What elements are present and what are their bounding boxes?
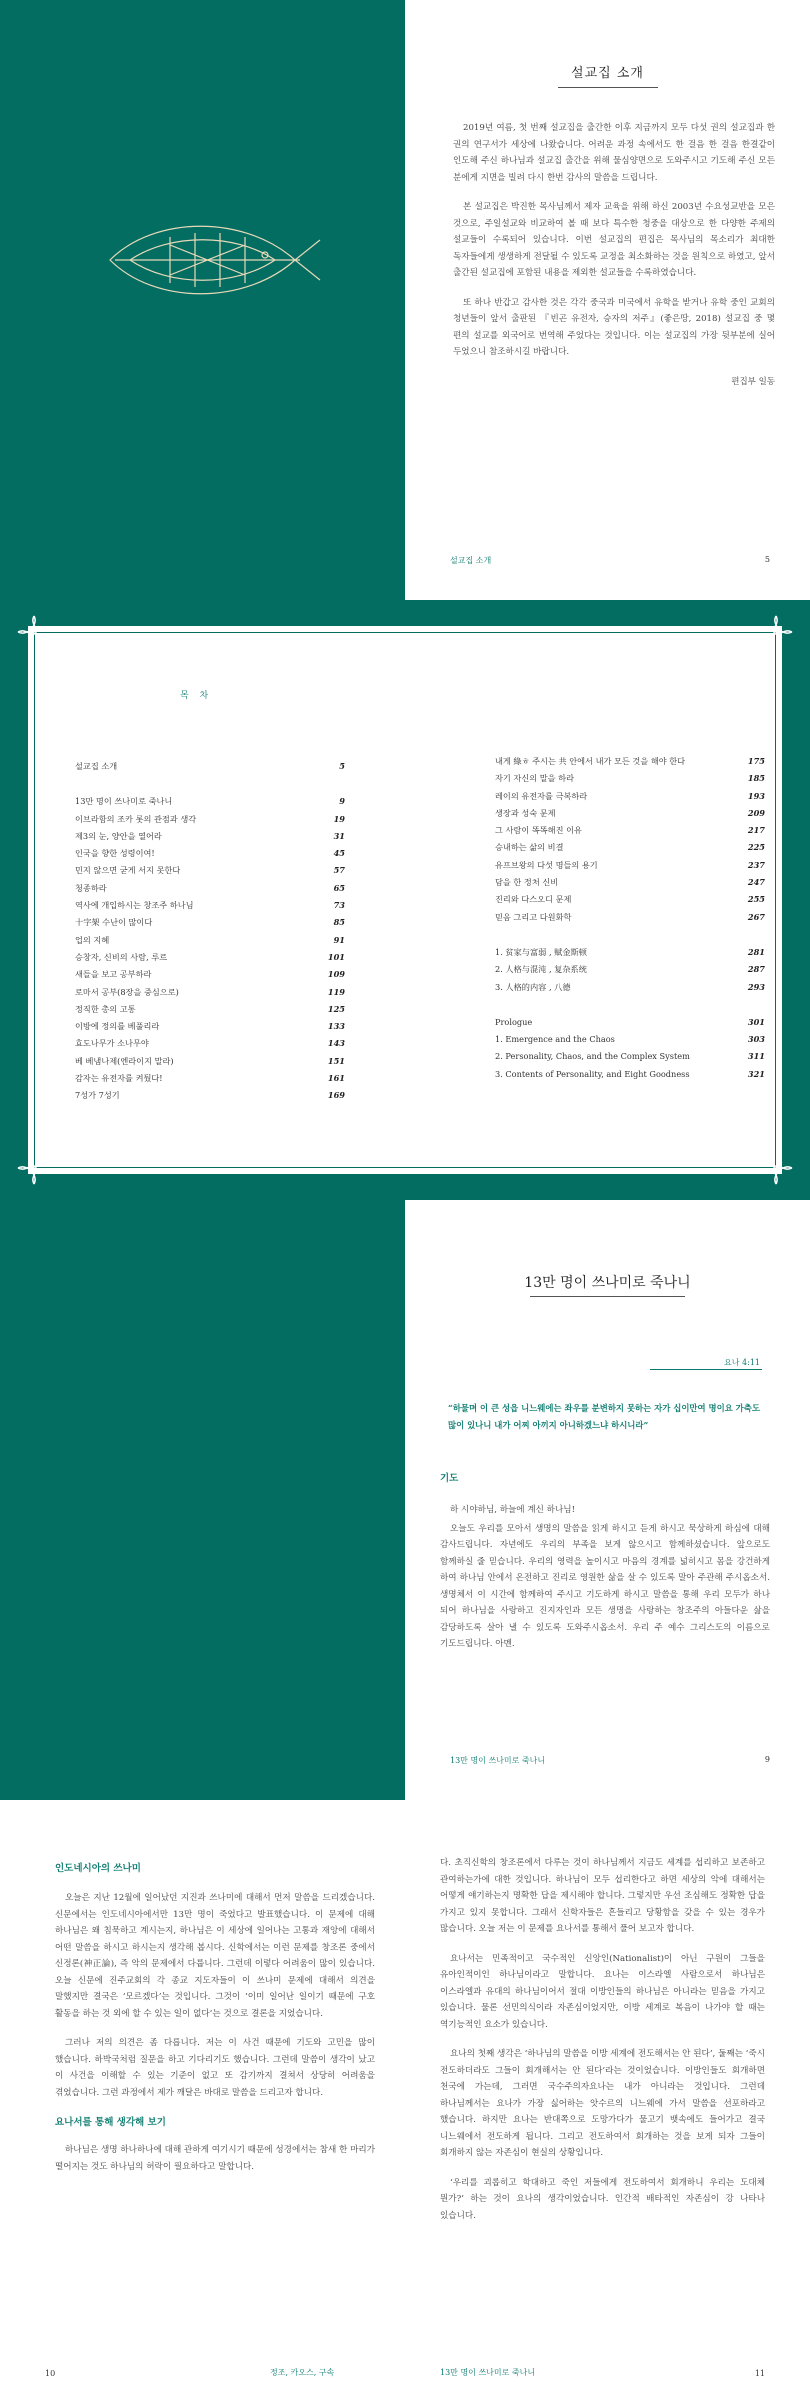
preface-paragraph: 본 설교집은 박진한 목사님께서 제자 교육을 위해 하신 2003년 수요성교반을 모은 것으로, 주일설교와 비교하여 볼 때 보다 특수한 청중을 대상으로 한 다양한 주제의 설교들이 수록되어 있습니다. 이번 설교집의 편집은 목사님의 목소리가 최대한 독자들에게 생생하게 전달될 수 있도록 교정을 최소화하는 것을 원칙으로 하였고, 앞서 출간된 설교집에 포함된 내용을 제외한 설교들을 수록하였습니다.	[453, 202, 775, 278]
toc-entry-title: 새들을 보고 공부하라	[75, 969, 152, 980]
toc-entry-title: 업의 지혜	[75, 934, 110, 945]
toc-entry-page: 151	[327, 1055, 345, 1066]
teal-left-page	[0, 0, 405, 600]
toc-entry-page: 125	[327, 1003, 345, 1014]
toc-entry[interactable]	[75, 862, 345, 879]
body-paragraph: ‘우리를 괴롭히고 학대하고 죽인 저들에게 전도하여서 회개하니 우리는 도대체 뭔가?’ 하는 것이 요나의 생각이었습니다. 인간적 배타적인 자존심이 강 나타나 있습니다.	[440, 2177, 765, 2221]
body-paragraph: 오늘은 지난 12월에 일어났던 지진과 쓰나미에 대해서 먼저 말씀을 드리겠습니다. 신문에서는 인도네시아에서만 13만 명이 죽었다고 발표했습니다. 이 문제에 대해 하나님은 왜 침묵하고 계시는지, 하나님은 이 세상에 일어나는 고통과 재앙에 대해서 어떤 말씀을 하시고 하시는지 생각해 봅시다. 신학에서는 이런 문제를 창조론 중에서 신정론(神正論), 즉 악의 문제에서 다룹니다. 그런데 이렇다 어려움이 많이 있습니다. 오늘 신문에 진주교회의 각 종교 지도자들이 이 쓰나미 문제에 대해서 의견을 말했지만 결국은 ‘모르겠다’는 것입니다. 그것이 ‘이미 일어난 일이기 때문에 구호 활동을 하는 것 외에 할 수 있는 일이 없다’는 것으로 결론을 지었습니다.	[55, 1893, 375, 2019]
toc-entry[interactable]	[75, 984, 345, 1001]
toc-entry-page: 169	[327, 1090, 345, 1101]
toc-entry[interactable]	[75, 793, 345, 810]
running-footer: 13만 명이 쓰나미로 죽나니	[450, 1756, 546, 1765]
toc-entry-title: 승내하는 삶의 비결	[495, 842, 564, 853]
prayer-paragraph: 오늘도 우리를 모아서 생명의 말씀을 읽게 하시고 듣게 하시고 묵상하게 하심에 대해 감사드립니다. 자년에도 우리의 부족을 보게 않으시고 함께하셨습니다. 앞으로도 함께하실 줄 믿습니다. 우리의 영력을 높이시고 마음의 경계를 넓히시고 몸을 강건하게 하여 하나님 안에서 온전하고 진리로 영원한 삶을 살 수 있도록 말아 주관해 주시옵소서. 생명체서 이 시간에 함께하여 주시고 기도하게 하시고 말씀을 통해 우리 모두가 하나 되어 하나님을 사랑하고 진지자인과 모든 생명을 사랑하는 창조주의 아들다운 삶을 감당하도록 살아 낼 수 있도록 도와주시옵소서. 우리 주 예수 그리스도의 이름으로 기도드립니다. 아멘.	[440, 1523, 770, 1649]
section-heading: 요나서를 통해 생각해 보기	[55, 2117, 166, 2128]
right-column	[440, 1855, 765, 2237]
toc-entry-page: 237	[747, 859, 765, 870]
toc-entry[interactable]	[75, 811, 345, 828]
preface-signature: 편집부 일동	[731, 376, 775, 387]
left-body-continued	[55, 2142, 375, 2175]
toc-entry-page: 31	[333, 830, 345, 841]
toc-entry[interactable]	[75, 914, 345, 931]
toc-entry-page: 73	[333, 900, 345, 911]
scripture-quote: “하물며 이 큰 성읍 니느웨에는 좌우를 분변하지 못하는 자가 십이만여 명이요 가축도 많이 있나니 내가 어찌 아끼지 아니하겠느냐 하시니라”	[448, 1403, 760, 1430]
toc-entry-page: 85	[333, 917, 345, 928]
toc-entry[interactable]	[75, 1035, 345, 1052]
toc-entry[interactable]	[495, 770, 765, 787]
toc-entry-page: 217	[747, 825, 765, 836]
chapter-page	[405, 1200, 810, 1800]
toc-entry[interactable]	[75, 949, 345, 966]
toc-entry-title: 3. 人格的内容 , 八德	[495, 981, 571, 992]
toc-entry-title: 진리와 다스오디 문제	[495, 894, 572, 905]
prayer-heading: 기도	[440, 1473, 459, 1484]
toc-entry-page: 109	[327, 969, 345, 980]
chapter-title: 13만 명이 쓰나미로 죽나니	[524, 1275, 691, 1291]
toc-entry[interactable]	[495, 944, 765, 961]
toc-entry-title: 정직한 총의 고통	[75, 1003, 136, 1014]
toc-entry[interactable]	[75, 828, 345, 845]
toc-entry-page: 311	[747, 1051, 765, 1062]
corner-ornament-icon	[758, 614, 794, 650]
toc-entry-title: Prologue	[495, 1016, 533, 1027]
body-paragraph: 요나의 첫째 생각은 ‘하나님의 말씀을 이방 세계에 전도해서는 안 된다’, 둘째는 ‘죽시 전도하더라도 그들이 회개해서는 안 된다’라는 것이었습니다. 이방인들도 회개하면 천국에 가는데, 그러면 국수주의자요나는 내가 아니라는 것입니다. 그런데 하나님께서는 요나가 가장 싫어하는 앗수르의 니느웨에 가서 말씀을 선포하라고 했습니다. 하지만 요나는 반대쪽으로 도망가다가 물고기 뱃속에도 들어가고 결국 니느웨에서 전도하게 됩니다. 그리고 전도하여서 회개하는 것을 보게 되자 그들이 회개하지 않는 자존심이 현실의 상황입니다.	[440, 2049, 765, 2158]
preface-page	[405, 0, 810, 600]
toc-entry[interactable]	[75, 758, 345, 775]
toc-entry-title: 로마서 공부(8장을 중심으로)	[75, 986, 179, 997]
running-footer: 설교집 소개	[450, 556, 492, 565]
toc-entry-page: 303	[747, 1034, 765, 1045]
toc-entry[interactable]	[495, 1014, 765, 1031]
toc-entry[interactable]	[75, 897, 345, 914]
toc-entry-page: 247	[747, 877, 765, 888]
toc-right-column	[495, 753, 765, 1083]
toc-entry-page: 101	[327, 951, 345, 962]
toc-entry-page: 287	[747, 964, 765, 975]
toc-entry-title: 3. Contents of Personality, and Eight Goodness	[495, 1068, 690, 1079]
toc-entry[interactable]	[75, 1053, 345, 1070]
toc-entry-title: 7성가 7성기	[75, 1090, 120, 1101]
toc-entry[interactable]	[75, 932, 345, 949]
running-footer: 정조, 카오스, 구속	[270, 2368, 335, 2377]
ichthys-fish-icon	[95, 205, 325, 315]
toc-entry[interactable]	[75, 1070, 345, 1087]
toc-entry-page: 321	[747, 1068, 765, 1079]
toc-left-column	[75, 758, 345, 1105]
toc-entry-title: 제3의 눈, 양안을 열어라	[75, 830, 162, 841]
spread-toc	[0, 600, 810, 1200]
toc-entry[interactable]	[495, 979, 765, 996]
toc-spacer	[75, 775, 345, 793]
left-column	[55, 1860, 375, 2188]
toc-entry[interactable]	[75, 1087, 345, 1104]
toc-entry-title: 생장과 성숙 문제	[495, 807, 556, 818]
toc-entry[interactable]	[495, 753, 765, 770]
toc-entry-page: 209	[747, 807, 765, 818]
toc-entry-page: 133	[327, 1021, 345, 1032]
toc-entry[interactable]	[495, 1031, 765, 1048]
right-body	[440, 1855, 765, 2224]
toc-entry-page: 293	[747, 981, 765, 992]
toc-entry-title: 인국을 향한 성령이여!	[75, 848, 155, 859]
toc-heading: 목 차	[180, 691, 213, 701]
toc-entry-title: 이방에 정의를 베풀리라	[75, 1021, 160, 1032]
toc-entry-page: 225	[747, 842, 765, 853]
toc-entry-title: 레이의 유전자를 극복하라	[495, 790, 588, 801]
toc-entry[interactable]	[75, 966, 345, 983]
preface-footer	[450, 555, 770, 566]
toc-entry-title: 역사에 개입하시는 창조주 하나님	[75, 900, 194, 911]
toc-entry-page: 91	[333, 934, 345, 945]
toc-entry[interactable]	[495, 857, 765, 874]
preface-paragraph: 2019년 여름, 첫 번째 설교집을 출간한 이후 지금까지 모두 다섯 권의 설교집과 한 권의 연구서가 세상에 나왔습니다. 어려운 과정 속에서도 한 걸음 한 걸음 한결같이 인도해 주신 하나님과 설교집 출간을 위해 물심양면으로 도와주시고 기도해 주신 모든 분에게 지면을 빌려 다시 한번 감사의 말씀을 드립니다.	[453, 123, 775, 183]
body-paragraph: 다. 초직신학의 창조론에서 다루는 것이 하나님께서 지금도 세계를 섭리하고 보존하고 관여하는가에 대한 것입니다. 하나님이 모두 섭리한다고 하면 세상의 악에 대해서는 어떻게 얘기하는지 명확한 답을 제시해야 합니다. 그렇지만 우선 조심해도 정확한 답을 가지고 있지 못합니다. 그래서 신학자들은 흔들리고 당황함을 갖을 수 있는 경우가 많습니다. 오늘 저는 이 문제를 요나서를 통해서 풀어 보고자 합니다.	[440, 1858, 765, 1934]
toc-entry-page: 45	[333, 848, 345, 859]
toc-entry[interactable]	[75, 1001, 345, 1018]
toc-entry-page: 161	[327, 1073, 345, 1084]
toc-entry-page: 19	[333, 813, 345, 824]
teal-left-page	[0, 1200, 405, 1800]
toc-entry-title: 효도나무가 소나무야	[75, 1038, 149, 1049]
prayer-paragraph: 하 시야하님, 하늘에 계신 하나님!	[450, 1505, 576, 1515]
toc-entry-title: 청종하라	[75, 882, 107, 893]
toc-entry-page: 175	[747, 756, 765, 766]
toc-entry-title: 담을 한 정처 신비	[495, 877, 559, 888]
toc-entry-page: 255	[747, 894, 765, 905]
toc-entry-page: 9	[339, 796, 345, 807]
toc-entry[interactable]	[495, 788, 765, 805]
toc-entry-title: 베 베냄나제(엔라이지 말라)	[75, 1055, 174, 1066]
toc-entry-title: 2. 人格与混沌 , 复杂系统	[495, 964, 587, 975]
toc-entry-page: 57	[333, 865, 345, 876]
toc-spacer	[495, 996, 765, 1014]
toc-entry-page: 281	[747, 946, 765, 957]
toc-entry[interactable]	[495, 874, 765, 891]
toc-entry-title: 감자는 유전자를 켜뒀다!	[75, 1073, 163, 1084]
preface-paragraph: 또 하나 반갑고 감사한 것은 각각 중국과 미국에서 유학을 받거나 유학 중인 교회의 청년들이 앞서 출판된 『빈곤 유전자, 승자의 저주』(좋은땅, 2018) 설교집 중 몇 편의 설교를 외국어로 번역해 주었다는 것입니다. 이는 설교집의 가장 뒷부분에 실어 두었으니 참조하시길 바랍니다.	[453, 297, 775, 357]
toc-entry-title: 1. 贫家与富弱 , 赋金斯顿	[495, 946, 587, 957]
toc-entry-title: 1. Emergence and the Chaos	[495, 1034, 615, 1045]
toc-entry-page: 193	[747, 790, 765, 801]
toc-entry[interactable]	[495, 839, 765, 856]
corner-ornament-icon	[758, 1150, 794, 1186]
toc-entry-title: 유프브왕의 다섯 명들의 용기	[495, 859, 598, 870]
toc-entry[interactable]	[495, 805, 765, 822]
toc-frame	[28, 626, 782, 1174]
toc-entry[interactable]	[495, 1066, 765, 1083]
corner-ornament-icon	[16, 1150, 52, 1186]
page-number: 10	[45, 2369, 56, 2378]
toc-entry-page: 185	[747, 773, 765, 784]
section-heading: 인도네시아의 쓰나미	[55, 1863, 141, 1874]
toc-entry-title: 자기 자신의 말을 하라	[495, 773, 574, 784]
toc-entry-page: 5	[339, 761, 345, 771]
page-number: 5	[764, 555, 770, 564]
toc-entry-title: 설교집 소개	[75, 761, 118, 771]
toc-spacer	[495, 926, 765, 944]
toc-entry-title: 내게 綠ㅎ 주시는 共 안에서 내가 모든 것을 해야 한다	[495, 756, 686, 766]
toc-entry[interactable]	[495, 1048, 765, 1065]
toc-entry-page: 143	[327, 1038, 345, 1049]
toc-entry[interactable]	[495, 891, 765, 908]
page-number: 11	[754, 2369, 765, 2378]
toc-entry-page: 119	[327, 986, 345, 997]
verse-reference: 요나 4:11	[724, 1358, 760, 1367]
toc-entry-title: 2. Personality, Chaos, and the Complex System	[495, 1051, 690, 1062]
toc-entry-title: 13만 명이 쓰나미로 죽나니	[75, 796, 173, 807]
toc-entry-title: 승창자, 신비의 사람, 루르	[75, 951, 168, 962]
chapter-footer	[450, 1755, 770, 1766]
toc-entry[interactable]	[75, 880, 345, 897]
spread-preface	[0, 0, 810, 600]
body-paragraph: 요나서는 민족적이고 국수적인 신앙인(Nationalist)이 아닌 구원이 그들을 유아인적이인 하나님이라고 말합니다. 요나는 이스라엘 사람으로서 하나님은 이스라엘과 유대의 하나님이어서 절대 이방인들의 하나님은 아니라는 믿음을 가지고 있습니다. 물론 선민의식이라 자존심이었지만, 이방 세계로 복음이 나가야 할 때는 역기능적인 요소가 있습니다.	[440, 1953, 765, 2030]
toc-entry-title: 민지 않으면 굳게 서지 못한다	[75, 865, 181, 876]
preface-title: 설교집 소개	[571, 66, 644, 81]
toc-entry-page: 267	[747, 911, 765, 922]
toc-entry-page: 301	[747, 1016, 765, 1027]
running-footer: 13만 명이 쓰나미로 죽나니	[440, 2368, 536, 2377]
toc-entry-title: 이브라함의 조카 롯의 관점과 생각	[75, 813, 197, 824]
title-rule	[558, 87, 658, 88]
toc-entry[interactable]	[75, 1018, 345, 1035]
toc-entry-title: 十字架 수난이 많이다	[75, 917, 153, 928]
toc-entry[interactable]	[75, 845, 345, 862]
toc-entry-page: 65	[333, 882, 345, 893]
toc-entry-title: 믿음 그리고 다원화학	[495, 911, 572, 922]
toc-entry[interactable]	[495, 961, 765, 978]
spread-chapter-open	[0, 1200, 810, 1800]
body-paragraph: 그러나 저의 의견은 좀 다릅니다. 저는 이 사건 때문에 기도와 고민을 많이 했습니다. 하박국처럼 질문을 하고 기다리기도 했습니다. 그런데 말씀이 생각이 났고 이 사건을 이해할 수 있는 기준이 없고 또 감기까지 결쳐서 상당히 어려움을 겪었습니다. 그런 과정에서 제가 깨달은 바대로 말씀을 드리고자 합니다.	[55, 2038, 375, 2098]
toc-entry-title: 그 사람이 똑똑해진 이유	[495, 825, 582, 836]
toc-entry[interactable]	[495, 909, 765, 926]
page-number: 9	[764, 1755, 770, 1764]
left-body	[55, 1890, 375, 2101]
body-paragraph: 하나님은 생명 하나하나에 대해 관하게 여기시기 때문에 성경에서는 참새 한 마리가 떨어지는 것도 하나님의 허락이 필요하다고 말합니다.	[55, 2145, 375, 2172]
corner-ornament-icon	[16, 614, 52, 650]
preface-body	[453, 120, 775, 390]
toc-entry[interactable]	[495, 822, 765, 839]
spread-body	[0, 1800, 810, 2400]
